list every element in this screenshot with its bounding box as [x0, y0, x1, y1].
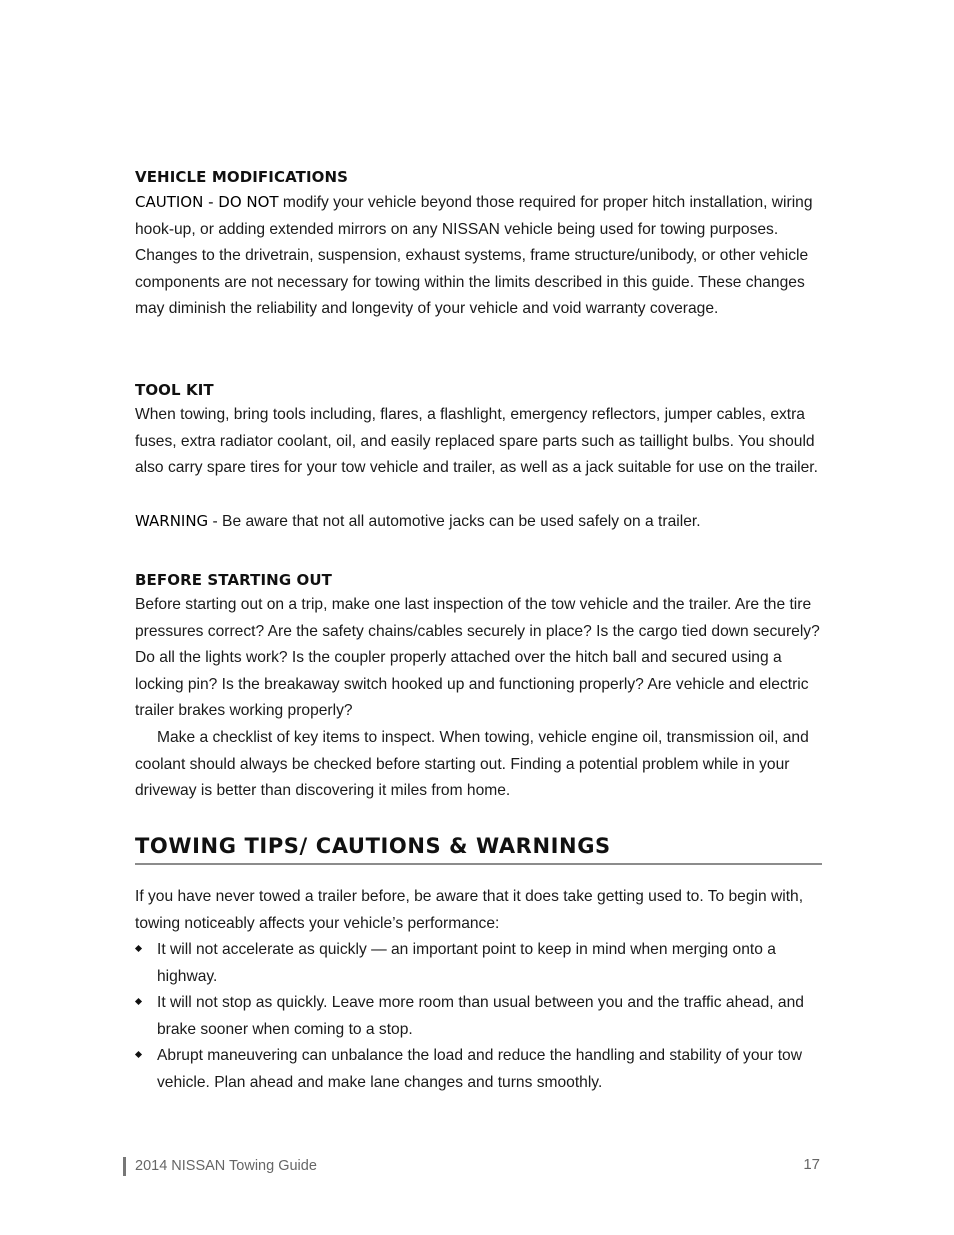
diamond-bullet-icon: [135, 945, 142, 952]
list-item: Abrupt maneuvering can unbalance the load and reduce the handling and stability of your tow vehicle. Plan ahead and make lane changes and turns smoothly.: [135, 1043, 825, 1096]
title-divider: [135, 863, 822, 865]
tool-kit-paragraph: When towing, bring tools including, flares, a flashlight, emergency reflectors, jumper cables, extra fuses, extra radiator coolant, oil, and easily replaced spare parts such as taillight bulbs. You should also carry spare tires for your tow vehicle and trailer, as well as a jack suitable for use on the trailer.: [135, 406, 818, 476]
vehicle-modifications-paragraph: [135, 189, 825, 323]
list-item: It will not accelerate as quickly — an important point to keep in mind when merging onto a highway.: [135, 937, 825, 990]
footer-title: 2014 NISSAN Towing Guide: [135, 1158, 317, 1174]
towing-tips-title: TOWING TIPS/ CAUTIONS & WARNINGS: [135, 834, 611, 858]
caution-label: CAUTION - DO NOT: [135, 193, 279, 211]
towing-tips-list: [135, 937, 825, 1096]
page-number: 17: [803, 1156, 820, 1173]
warning-label: WARNING: [135, 512, 209, 530]
vehicle-modifications-heading: VEHICLE MODIFICATIONS: [135, 168, 349, 186]
tool-kit-heading: TOOL KIT: [135, 381, 214, 399]
before-starting-out-paragraph-2: Make a checklist of key items to inspect. When towing, vehicle engine oil, transmission oil, and coolant should always be checked before starting out. Finding a potential problem while in your driveway is better than discovering it miles from home.: [135, 729, 809, 799]
tool-kit-warning: [135, 508, 825, 536]
before-starting-out-paragraph-1: Before starting out on a trip, make one last inspection of the tow vehicle and the trailer. Are the tire pressures correct? Are the safety chains/cables securely in place? Is the cargo tied down securely? Do all the lights work? Is the coupler properly attached over the hitch ball and secured using a locking pin? Is the breakaway switch hooked up and functioning properly? Are vehicle and electric trailer brakes working properly?: [135, 596, 820, 719]
footer-accent-bar: [123, 1157, 126, 1176]
list-item: It will not stop as quickly. Leave more room than usual between you and the traffic ahead, and brake sooner when coming to a stop.: [135, 990, 825, 1043]
before-starting-out-heading: BEFORE STARTING OUT: [135, 571, 333, 589]
diamond-bullet-icon: [135, 1051, 142, 1058]
towing-tips-intro: If you have never towed a trailer before, be aware that it does take getting used to. To begin with, towing noticeably affects your vehicle’s performance:: [135, 888, 804, 932]
warning-body: - Be aware that not all automotive jacks can be used safely on a trailer.: [208, 513, 701, 530]
diamond-bullet-icon: [135, 998, 142, 1005]
vehicle-modifications-body: modify your vehicle beyond those required for proper hitch installation, wiring hook-up, or adding extended mirrors on any NISSAN vehicle being used for towing purposes. Changes to the drivetrain, suspension, exhaust systems, frame structure/unibody, or other vehicle components are not necessary for towing within the limits described in this guide. These changes may diminish the reliability and longevity of your vehicle and void warranty coverage.: [135, 194, 813, 317]
